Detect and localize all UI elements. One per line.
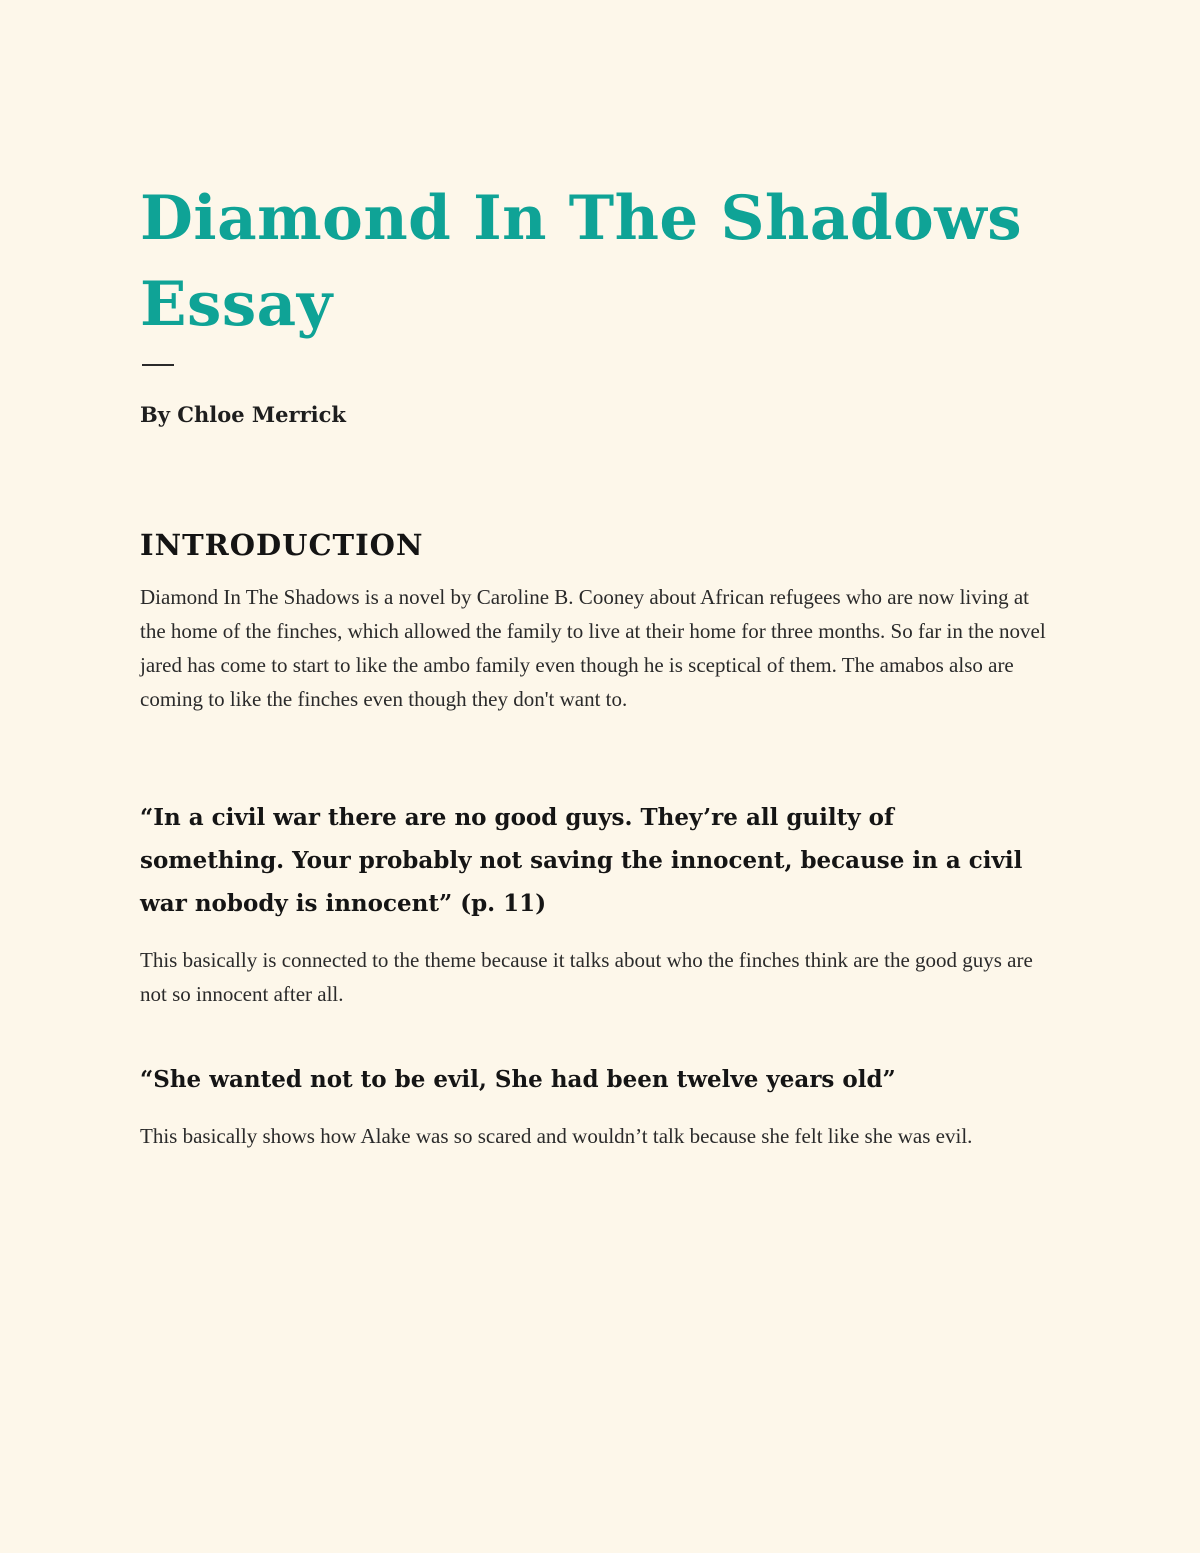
quote-explanation: This basically is connected to the theme because it talks about who the finches think are the good guys are not so innocent after all. — [140, 948, 1033, 1006]
introduction-paragraph: Diamond In The Shadows is a novel by Caroline B. Cooney about African refugees who are now living at the home of the finches, which allowed the family to live at their home for three months. So far in the novel jared has come to start to like the ambo family even though he is sceptical of them. The amabos also are coming to like the finches even though they don't want to. — [140, 585, 1046, 711]
author-byline: By Chloe Merrick — [140, 402, 346, 427]
section-heading-introduction: INTRODUCTION — [140, 528, 424, 562]
quote-explanation: This basically shows how Alake was so scared and wouldn’t talk because she felt like she was evil. — [140, 1124, 973, 1148]
document-title: Diamond In The Shadows Essay — [140, 183, 1023, 340]
title-divider — [142, 364, 174, 366]
quote-heading: “In a civil war there are no good guys. They’re all guilty of something. Your probably not saving the innocent, because in a civil war nobody is innocent” (p. 11) — [140, 804, 1023, 917]
quote-heading: “She wanted not to be evil, She had been twelve years old” — [140, 1066, 896, 1093]
